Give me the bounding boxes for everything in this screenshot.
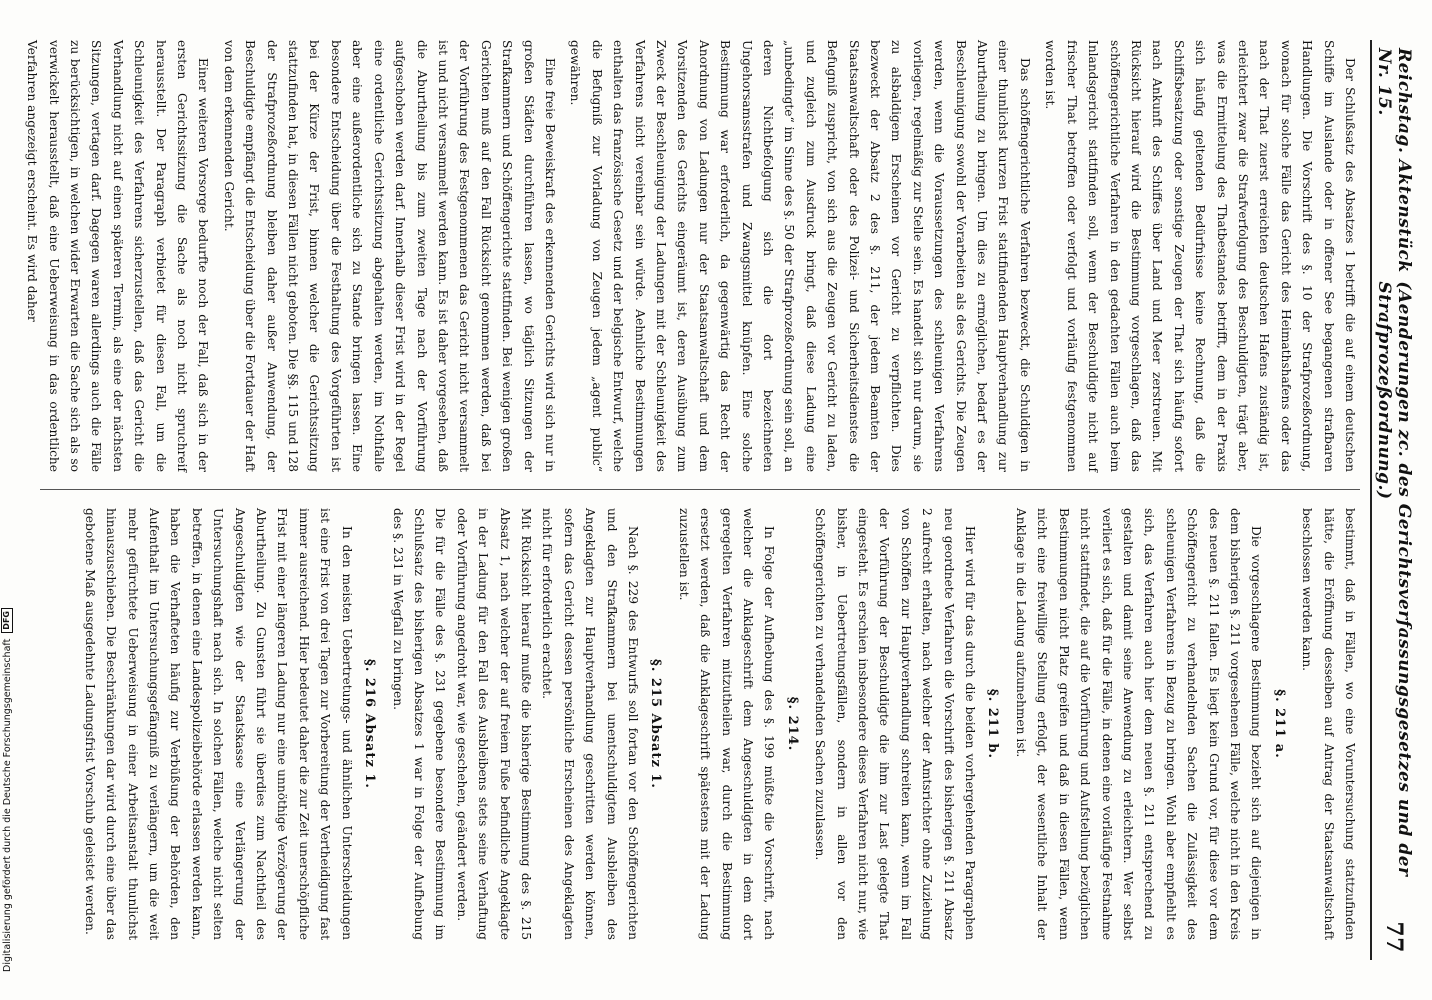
paragraph: In Folge der Aufhebung des §. 199 müßte die Vorschrift, nach welcher die Anklageschrift dem Angeschuldigten in dem dort geregelten Verfahren mitzutheilen war, durch die Bestimmung ersetzt werden, daß die Anklageschrift spätestens mit der Ladung zuzustellen ist. (676, 508, 777, 940)
paragraph: Der Schlußsatz des Absatzes 1 betrifft die auf einem deutschen Schiffe im Auslande oder in offener See begangenen strafbaren Handlungen. Die Vorschrift des §. 10 der Strafprozeßordnung, wonach für solche Fälle das Gericht des Heimathshafens oder das nach der That zuerst erreichten deutschen Hafens zuständig ist, erleichtert zwar die Strafverfolgung des Beschuldigten, trägt aber, was die Ermittelung des Thatbestandes betrifft, dem in der Praxis sich häufig geltenden Bedürfnisse keine Rechnung, daß die Schiffsbesatzung oder sonstige Zeugen der That sich häufig sofort nach Ankunft des Schiffes über Land und Meer zerstreuen. Mit Rücksicht hierauf wird die Bestimmung vorgeschlagen, daß das schöffengerichtliche Verfahren in den gedachten Fällen auch beim Inlandsgericht stattfinden soll, wenn der Beschuldigte nicht auf frischer That betroffen oder verfolgt und vorläufig festgenommen worden ist. (1043, 40, 1357, 472)
paragraph: Einer weiteren Vorsorge bedurfte noch der Fall, daß sich in der ersten Gerichtssitzung die Sache als noch nicht spruchreif herausstellt. Der Paragraph verbietet für diesen Fall, um die Schleunigkeit des Verfahrens sicherzustellen, daß das Gericht die Verhandlung nicht auf einen späteren Termin, als eine der nächsten Sitzungen, vertagen darf. Dagegen waren allerdings auch die Fälle zu berücksichtigen, in welchen wider Erwarten die Sache sich als so verwickelt herausstellt, daß eine Ueberweisung in das ordentliche Verfahren angezeigt erscheint. Es wird daher (25, 40, 211, 472)
digitization-credit (0, 0, 14, 1000)
paragraph: bestimmt, daß in Fällen, wo eine Voruntersuchung stattzufinden hätte, die Eröffnung desselben auf Antrag der Staatsanwaltschaft beschlossen werden kann. (1300, 508, 1357, 940)
page-header (1372, 48, 1416, 953)
paragraph: Die vorgeschlagene Bestimmung bezieht sich auf diejenigen in dem bisherigen §. 211 vorgesehenen Fälle, welche nicht in den Kreis des neuen §. 211 fallen. Es liegt kein Grund vor, für diese vor dem Schöffengericht zu verhandelnden Sachen die Zulässigkeit des schleunigen Verfahrens in Bezug zu bringen. Wohl aber empfiehlt es sich, das Verfahren auch hier dem neuen §. 211 entsprechend zu gestalten und damit seine Anwendung zu erleichtern. Wer selbst verliert es sich, daß für die Fälle, in denen eine vorläufige Festnahme nicht stattfindet, die auf die Vorführung und Aufstellung bezüglichen Bestimmungen nicht Platz greifen und daß in diesen Fällen, wenn nicht eine freiwillige Stellung erfolgt, der wesentliche Inhalt der Anklage in die Ladung aufzunehmen ist. (1013, 508, 1264, 940)
dfg-logo: DFG (1, 608, 13, 633)
section-heading: §. 214. (784, 696, 800, 752)
paragraph: Das schöffengerichtliche Verfahren bezweckt, die Schuldigen in einer thunlichst kurzen Frist stattfindenden Hauptverhandlung zur Aburtheilung zu bringen. Um dies zu ermöglichen, bedarf es der Beschleunigung sowohl der Vorarbeiten als des Gerichts. Die Zeugen werden, wenn die Voraussetzungen des schleunigen Verfahrens vorliegen, regelmäßig zur Stelle sein. Es handelt sich nur darum, sie zu alsbaldigem Erscheinen vor Gericht zu verpflichten. Dies bezweckt der Absatz 2 des §. 211, der jedem Beamten der Staatsanwaltschaft oder des Polizei- und Sicherheitsdienstes die Befugniß zuspricht, von sich aus die Zeugen vor Gericht zu laden, und zugleich zum Ausdruck bringt, daß diese Ladung eine „unbedingte“ im Sinne des §. 50 der Strafprozeßordnung sein soll, an deren Nichtbefolgung sich die dort bezeichneten Ungehorsamsstrafen und Zwangsmittel knüpfen. Eine solche Bestimmung war erforderlich, da gegenwärtig das Recht der Anordnung von Ladungen nur der Staatsanwaltschaft und dem Vorsitzenden des Gerichts eingeräumt ist, deren Ausübung zum Zweck der Beschleunigung der Ladungen mit der Schleunigkeit des Verfahrens nicht vereinbar sein würde. Aehnliche Bestimmungen enthalten das französische Gesetz und der belgische Entwurf, welche die Befugniß zur Vorladung von Zeugen jedem „agent public“ gewähren. (568, 40, 1032, 472)
page-number: 77 (1381, 921, 1407, 953)
header-rule (1370, 40, 1372, 960)
section-heading: §. 211 b. (985, 688, 1001, 760)
credit-text: Digitalisierung gefördert durch die Deutsche Forschungsgemeinschaft (1, 638, 13, 972)
paragraph: Eine freie Beweiskraft des erkennenden Gerichts wird sich nur in großen Städten durchführen lassen, wo täglich Sitzungen der Strafkammern und Schöffengerichte stattfinden. Bei wenigen großen Gerichten muß auf den Fall Rücksicht genommen werden, daß bei der Vorführung des Festgenommenen das Gericht nicht versammelt ist und nicht versammelt werden kann. Es ist daher vorgesehen, daß die Aburtheilung bis zum zweiten Tage nach der Vorführung aufgeschoben werden darf. Innerhalb dieser Frist wird in der Regel eine ordentliche Gerichtssitzung abgehalten werden, im Nothfalle aber eine außerordentliche sich zu Stande bringen lassen. Eine besondere Entscheidung über die Festhaltung des Vorgeführten ist bei der Kürze der Frist, binnen welcher die Gerichtssitzung stattzufinden hat, in diesen Fällen nicht geboten. Die §§. 115 und 128 der Strafprozeßordnung bleiben daher außer Anwendung, der Beschuldigte empfängt die Entscheidung über die Fortdauer der Haft von dem erkennenden Gericht. (221, 40, 557, 472)
paragraph: In den meisten Uebertretungs- und ähnlichen Unterscheidungen ist eine Frist von drei Tagen zur Vorbereitung der Vertheidigung fast immer ausreichend. Hier bedeutet daher die zur Zeit unerschöpfliche Frist mit einer längeren Ladung nur eine unnöthige Verzögerung der Aburtheilung. Zu Gunsten führt sie überdies zum Nachtheil des Angeschuldigten wie der Staatskasse eine Verlängerung der Untersuchungshaft nach sich. In solchen Fällen, welche nicht selten betreffen, in denen eine Landespolizeibehörde erlassen werden kann, haben die Verhafteten häufig zur Verbüßung der Behörden, den Aufenthalt im Untersuchungsgefängniß zu verlängern, um die weit mehr gefürchtete Ueberweisung in einer Arbeitsanstalt thunlichst hinauszuschieben. Die Beschränkungen dar wird durch eine über das gebotene Maß ausgedehnte Ladungsfrist Vorschub geleistet werden. (82, 508, 354, 940)
header-title-right: (Aenderungen zc. des Gerichtsverfassungsgesetzes und der Strafprozeßordnung.) (1374, 281, 1414, 877)
header-title-left: Reichstag. Aktenstück Nr. 15. (1374, 48, 1414, 273)
column-divider (40, 489, 1360, 490)
section-heading: §. 216 Absatz 1. (362, 659, 378, 789)
paragraph: Hier wird für das durch die beiden vorhergehenden Paragraphen neu geordnete Verfahren die Vorschrift des bisherigen §. 211 Absatz 2 aufrecht erhalten, nach welcher der Amtsrichter ohne Zuziehung von Schöffen zur Hauptverhandlung schreiten kann, wenn im Fall der Vorführung der Beschuldigte die ihm zur Last gelegte That eingesteht. Es erschien insbesondere dieses Verfahren nicht nur, wie bisher, in Uebertretungsfällen, sondern in allen vor den Schöffengerichten zu verhandelnden Sachen zuzulassen. (813, 508, 978, 940)
section-heading: §. 211 a. (1271, 689, 1287, 759)
paragraph: Nach §. 229 des Entwurfs soll fortan vor den Schöffengerichten und den Strafkammern bei unentschuldigtem Ausbleiben des Angeklagten zur Hauptverhandlung geschritten werden können, sofern das Gericht dessen persönliche Erscheinen des Angeklagten nicht für erforderlich erachtet. Mit Rücksicht hierauf mußte die bisherige Bestimmung des §. 215 Absatz 1, nach welcher der auf freiem Fuße befindliche Angeklagte in der Ladung für den Fall des Ausbleibens stets seine Verhaftung oder Vorführung angedroht war, wie geschehen, geändert werden. Die für die Fälle des §. 231 gegebene besondere Bestimmung im Schlußsatz des bisherigen Absatzes 1 war in Folge der Aufhebung des §. 231 in Wegfall zu bringen. (390, 508, 640, 940)
left-column (25, 40, 1360, 472)
right-column (30, 508, 1360, 940)
section-heading: §. 215 Absatz 1. (648, 659, 664, 789)
